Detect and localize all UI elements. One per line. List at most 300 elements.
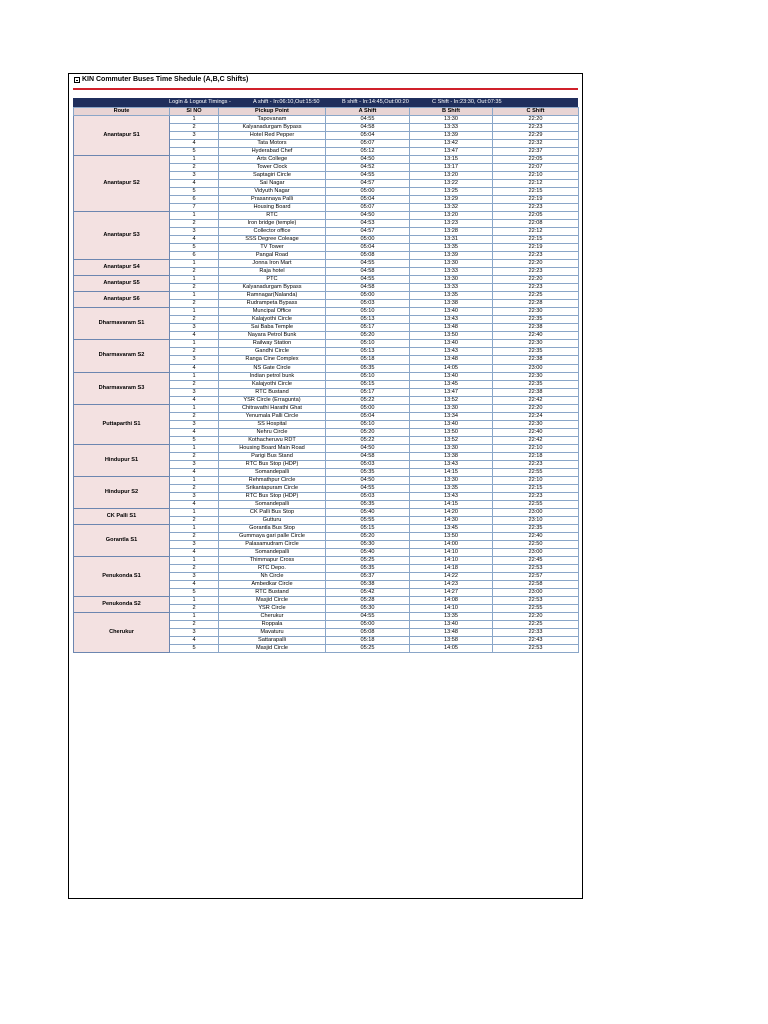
- a-shift-cell: 05:04: [326, 196, 410, 204]
- schedule-body: [74, 116, 579, 653]
- sl-no-cell: 3: [170, 629, 219, 637]
- b-shift-cell: 14:10: [410, 604, 493, 612]
- a-shift-cell: 04:58: [326, 268, 410, 276]
- b-shift-cell: 13:39: [410, 252, 493, 260]
- b-shift-cell: 14:00: [410, 540, 493, 548]
- a-shift-cell: 05:04: [326, 244, 410, 252]
- b-shift-timing: B shift - In:14:45,Out:00:20: [342, 99, 409, 105]
- a-shift-cell: 05:35: [326, 468, 410, 476]
- b-shift-cell: 14:30: [410, 516, 493, 524]
- table-row: [74, 276, 579, 284]
- b-shift-cell: 13:35: [410, 292, 493, 300]
- table-row: [74, 404, 579, 412]
- c-shift-cell: 22:23: [493, 252, 579, 260]
- sl-no-cell: 2: [170, 284, 219, 292]
- b-shift-cell: 14:10: [410, 548, 493, 556]
- pickup-point-cell: Iron bridge (temple): [219, 220, 326, 228]
- a-shift-cell: 04:55: [326, 276, 410, 284]
- schedule-table: [73, 107, 579, 653]
- c-shift-cell: 23:00: [493, 548, 579, 556]
- a-shift-cell: 05:03: [326, 460, 410, 468]
- sl-no-cell: 2: [170, 621, 219, 629]
- sl-no-cell: 2: [170, 300, 219, 308]
- c-shift-cell: 22:35: [493, 524, 579, 532]
- a-shift-cell: 04:55: [326, 260, 410, 268]
- sl-no-cell: 3: [170, 460, 219, 468]
- b-shift-cell: 13:38: [410, 452, 493, 460]
- pickup-point-cell: Housing Board: [219, 204, 326, 212]
- route-name-cell: Anantapur S2: [74, 156, 170, 212]
- pickup-point-cell: Nh Circle: [219, 572, 326, 580]
- b-shift-cell: 13:30: [410, 116, 493, 124]
- pickup-point-cell: SSS Degree Coleage: [219, 236, 326, 244]
- table-row: [74, 260, 579, 268]
- a-shift-cell: 05:10: [326, 420, 410, 428]
- c-shift-cell: 22:10: [493, 444, 579, 452]
- column-header-pickup-point: Pickup Point: [219, 108, 326, 116]
- column-header-route: Route: [74, 108, 170, 116]
- c-shift-cell: 22:45: [493, 556, 579, 564]
- c-shift-cell: 22:35: [493, 348, 579, 356]
- a-shift-cell: 04:50: [326, 444, 410, 452]
- c-shift-cell: 22:28: [493, 300, 579, 308]
- a-shift-cell: 05:04: [326, 132, 410, 140]
- c-shift-cell: 22:30: [493, 420, 579, 428]
- column-header-sl-no: Sl NO: [170, 108, 219, 116]
- c-shift-cell: 22:50: [493, 540, 579, 548]
- pickup-point-cell: Arts College: [219, 156, 326, 164]
- b-shift-cell: 13:32: [410, 204, 493, 212]
- pickup-point-cell: Gutturu: [219, 516, 326, 524]
- a-shift-cell: 05:08: [326, 252, 410, 260]
- sl-no-cell: 5: [170, 436, 219, 444]
- pickup-point-cell: RTC Depo.: [219, 564, 326, 572]
- b-shift-cell: 13:28: [410, 228, 493, 236]
- c-shift-cell: 22:12: [493, 228, 579, 236]
- sl-no-cell: 3: [170, 420, 219, 428]
- pickup-point-cell: Raja hotel: [219, 268, 326, 276]
- c-shift-cell: 22:33: [493, 629, 579, 637]
- c-shift-cell: 22:05: [493, 212, 579, 220]
- b-shift-cell: 13:43: [410, 492, 493, 500]
- c-shift-cell: 22:35: [493, 316, 579, 324]
- c-shift-cell: 22:55: [493, 468, 579, 476]
- c-shift-cell: 22:57: [493, 572, 579, 580]
- pickup-point-cell: Palasamudram Circle: [219, 540, 326, 548]
- c-shift-cell: 22:05: [493, 156, 579, 164]
- c-shift-cell: 22:29: [493, 132, 579, 140]
- table-row: [74, 340, 579, 348]
- pickup-point-cell: RTC: [219, 212, 326, 220]
- column-header-a-shift: A Shift: [326, 108, 410, 116]
- c-shift-cell: 22:58: [493, 580, 579, 588]
- c-shift-cell: 22:23: [493, 460, 579, 468]
- pickup-point-cell: Kalyanadurgam Bypass: [219, 124, 326, 132]
- a-shift-cell: 05:13: [326, 316, 410, 324]
- b-shift-cell: 13:48: [410, 629, 493, 637]
- route-name-cell: Hindupur S2: [74, 476, 170, 508]
- pickup-point-cell: Vidyuth Nagar: [219, 188, 326, 196]
- b-shift-cell: 13:50: [410, 532, 493, 540]
- b-shift-cell: 13:34: [410, 412, 493, 420]
- c-shift-cell: 22:19: [493, 196, 579, 204]
- c-shift-cell: 22:55: [493, 604, 579, 612]
- table-row: [74, 372, 579, 380]
- sl-no-cell: 2: [170, 484, 219, 492]
- a-shift-cell: 05:25: [326, 556, 410, 564]
- a-shift-cell: 04:57: [326, 228, 410, 236]
- sl-no-cell: 4: [170, 468, 219, 476]
- pickup-point-cell: Roppala: [219, 621, 326, 629]
- c-shift-cell: 22:20: [493, 276, 579, 284]
- b-shift-cell: 13:52: [410, 396, 493, 404]
- pickup-point-cell: Ranga Cine Complex: [219, 356, 326, 364]
- c-shift-cell: 22:10: [493, 172, 579, 180]
- a-shift-cell: 04:55: [326, 484, 410, 492]
- a-shift-cell: 04:55: [326, 116, 410, 124]
- sl-no-cell: 3: [170, 540, 219, 548]
- sl-no-cell: 1: [170, 508, 219, 516]
- pickup-point-cell: RTC Bus Stop (HDP): [219, 460, 326, 468]
- a-shift-cell: 05:42: [326, 588, 410, 596]
- a-shift-cell: 05:15: [326, 380, 410, 388]
- c-shift-cell: 22:38: [493, 324, 579, 332]
- pickup-point-cell: Hotel Red Pepper: [219, 132, 326, 140]
- b-shift-cell: 13:35: [410, 612, 493, 620]
- a-shift-cell: 05:20: [326, 428, 410, 436]
- pickup-point-cell: SS Hospital: [219, 420, 326, 428]
- a-shift-cell: 05:04: [326, 412, 410, 420]
- b-shift-cell: 14:18: [410, 564, 493, 572]
- pickup-point-cell: Jonna Iron Mart: [219, 260, 326, 268]
- c-shift-cell: 22:15: [493, 236, 579, 244]
- c-shift-cell: 22:55: [493, 500, 579, 508]
- pickup-point-cell: Rehmathpur Circle: [219, 476, 326, 484]
- pickup-point-cell: Muncipal Office: [219, 308, 326, 316]
- sl-no-cell: 1: [170, 404, 219, 412]
- b-shift-cell: 13:30: [410, 476, 493, 484]
- b-shift-cell: 13:33: [410, 268, 493, 276]
- c-shift-cell: 23:00: [493, 364, 579, 372]
- a-shift-cell: 04:58: [326, 284, 410, 292]
- b-shift-cell: 13:17: [410, 164, 493, 172]
- sl-no-cell: 3: [170, 132, 219, 140]
- b-shift-cell: 13:58: [410, 637, 493, 645]
- a-shift-cell: 05:28: [326, 596, 410, 604]
- c-shift-cell: 22:42: [493, 436, 579, 444]
- b-shift-cell: 13:50: [410, 332, 493, 340]
- a-shift-cell: 05:35: [326, 564, 410, 572]
- b-shift-cell: 13:48: [410, 324, 493, 332]
- pickup-point-cell: Somandepalli: [219, 500, 326, 508]
- sl-no-cell: 5: [170, 188, 219, 196]
- route-name-cell: Anantapur S6: [74, 292, 170, 308]
- pickup-point-cell: Prasannaya Palli: [219, 196, 326, 204]
- pickup-point-cell: Sai Nagar: [219, 180, 326, 188]
- c-shift-cell: 22:12: [493, 180, 579, 188]
- table-row: [74, 556, 579, 564]
- b-shift-cell: 13:33: [410, 284, 493, 292]
- b-shift-cell: 14:08: [410, 596, 493, 604]
- pickup-point-cell: Tata Motors: [219, 140, 326, 148]
- table-row: [74, 524, 579, 532]
- b-shift-cell: 13:45: [410, 380, 493, 388]
- pickup-point-cell: Kalyanadurgam Bypass: [219, 284, 326, 292]
- b-shift-cell: 14:20: [410, 508, 493, 516]
- a-shift-cell: 05:10: [326, 308, 410, 316]
- b-shift-cell: 13:30: [410, 276, 493, 284]
- pickup-point-cell: Masjid Circle: [219, 596, 326, 604]
- b-shift-cell: 13:35: [410, 484, 493, 492]
- route-name-cell: Anantapur S3: [74, 212, 170, 260]
- c-shift-cell: 22:53: [493, 596, 579, 604]
- route-name-cell: Anantapur S4: [74, 260, 170, 276]
- a-shift-cell: 05:17: [326, 324, 410, 332]
- a-shift-cell: 05:55: [326, 516, 410, 524]
- title-underline: [73, 88, 578, 90]
- pickup-point-cell: Kalajyothi Circle: [219, 380, 326, 388]
- b-shift-cell: 14:10: [410, 556, 493, 564]
- a-shift-cell: 04:58: [326, 452, 410, 460]
- a-shift-cell: 05:12: [326, 148, 410, 156]
- pickup-point-cell: Pangal Road: [219, 252, 326, 260]
- sl-no-cell: 2: [170, 124, 219, 132]
- sl-no-cell: 1: [170, 308, 219, 316]
- c-shift-cell: 23:10: [493, 516, 579, 524]
- a-shift-cell: 04:55: [326, 612, 410, 620]
- b-shift-cell: 13:43: [410, 460, 493, 468]
- a-shift-cell: 05:03: [326, 492, 410, 500]
- pickup-point-cell: Yenumala Palli Circle: [219, 412, 326, 420]
- pickup-point-cell: Kothacheruvu RDT: [219, 436, 326, 444]
- table-row: [74, 116, 579, 124]
- pickup-point-cell: Gorantla Bus Stop: [219, 524, 326, 532]
- a-shift-cell: 05:37: [326, 572, 410, 580]
- route-name-cell: Dharmavaram S2: [74, 340, 170, 372]
- a-shift-cell: 05:07: [326, 140, 410, 148]
- a-shift-cell: 05:07: [326, 204, 410, 212]
- a-shift-cell: 05:00: [326, 188, 410, 196]
- c-shift-cell: 22:24: [493, 412, 579, 420]
- sl-no-cell: 1: [170, 444, 219, 452]
- b-shift-cell: 13:43: [410, 316, 493, 324]
- b-shift-cell: 13:40: [410, 340, 493, 348]
- b-shift-cell: 13:40: [410, 420, 493, 428]
- sl-no-cell: 2: [170, 516, 219, 524]
- pickup-point-cell: Srikantapuram Circle: [219, 484, 326, 492]
- b-shift-cell: 13:38: [410, 300, 493, 308]
- sl-no-cell: 2: [170, 316, 219, 324]
- b-shift-cell: 13:48: [410, 356, 493, 364]
- c-shift-cell: 22:53: [493, 645, 579, 653]
- c-shift-cell: 22:30: [493, 308, 579, 316]
- sl-no-cell: 2: [170, 532, 219, 540]
- b-shift-cell: 13:20: [410, 212, 493, 220]
- sl-no-cell: 4: [170, 548, 219, 556]
- c-shift-cell: 22:53: [493, 564, 579, 572]
- sl-no-cell: 4: [170, 428, 219, 436]
- sl-no-cell: 1: [170, 260, 219, 268]
- pickup-point-cell: Tapovanam: [219, 116, 326, 124]
- pickup-point-cell: Parigi Bus Stand: [219, 452, 326, 460]
- collapse-box-icon[interactable]: [74, 77, 80, 83]
- pickup-point-cell: Housing Board Main Road: [219, 444, 326, 452]
- c-shift-cell: 22:30: [493, 372, 579, 380]
- table-row: [74, 612, 579, 620]
- sl-no-cell: 5: [170, 148, 219, 156]
- pickup-point-cell: Thimmapur Cross: [219, 556, 326, 564]
- sl-no-cell: 2: [170, 348, 219, 356]
- pickup-point-cell: Rudrampeta Bypass: [219, 300, 326, 308]
- sl-no-cell: 4: [170, 580, 219, 588]
- b-shift-cell: 13:29: [410, 196, 493, 204]
- pickup-point-cell: Gummaya gari palle Circle: [219, 532, 326, 540]
- a-shift-cell: 05:10: [326, 340, 410, 348]
- pickup-point-cell: Masjid Circle: [219, 645, 326, 653]
- route-name-cell: Penukonda S1: [74, 556, 170, 596]
- a-shift-cell: 05:13: [326, 348, 410, 356]
- a-shift-cell: 05:00: [326, 292, 410, 300]
- b-shift-cell: 13:52: [410, 436, 493, 444]
- sl-no-cell: 1: [170, 116, 219, 124]
- sl-no-cell: 1: [170, 292, 219, 300]
- b-shift-cell: 14:05: [410, 645, 493, 653]
- c-shift-cell: 22:20: [493, 612, 579, 620]
- b-shift-cell: 13:30: [410, 444, 493, 452]
- b-shift-cell: 14:05: [410, 364, 493, 372]
- route-name-cell: Anantapur S1: [74, 116, 170, 156]
- pickup-point-cell: TV Tower: [219, 244, 326, 252]
- c-shift-cell: 22:23: [493, 204, 579, 212]
- c-shift-cell: 22:40: [493, 532, 579, 540]
- b-shift-cell: 13:42: [410, 140, 493, 148]
- table-row: [74, 156, 579, 164]
- table-header-row: [74, 108, 579, 116]
- timings-bar: [73, 98, 578, 107]
- a-shift-cell: 05:10: [326, 372, 410, 380]
- sl-no-cell: 1: [170, 212, 219, 220]
- a-shift-cell: 04:58: [326, 124, 410, 132]
- table-row: [74, 508, 579, 516]
- c-shift-cell: 22:38: [493, 356, 579, 364]
- sl-no-cell: 4: [170, 637, 219, 645]
- sl-no-cell: 1: [170, 156, 219, 164]
- b-shift-cell: 13:47: [410, 148, 493, 156]
- c-shift-cell: 22:23: [493, 284, 579, 292]
- a-shift-cell: 04:57: [326, 180, 410, 188]
- pickup-point-cell: Ramnagar(Nalanda): [219, 292, 326, 300]
- sl-no-cell: 1: [170, 476, 219, 484]
- c-shift-cell: 22:18: [493, 452, 579, 460]
- pickup-point-cell: PTC: [219, 276, 326, 284]
- route-name-cell: Puttaparthi S1: [74, 404, 170, 444]
- pickup-point-cell: RTC Bustand: [219, 388, 326, 396]
- a-shift-cell: 05:40: [326, 548, 410, 556]
- pickup-point-cell: CK Palli Bus Stop: [219, 508, 326, 516]
- timings-label: Login & Logout Timings -: [169, 99, 231, 105]
- column-header-b-shift: B Shift: [410, 108, 493, 116]
- c-shift-cell: 22:15: [493, 188, 579, 196]
- c-shift-cell: 22:38: [493, 388, 579, 396]
- a-shift-cell: 05:00: [326, 621, 410, 629]
- pickup-point-cell: Saptagiri Circle: [219, 172, 326, 180]
- sl-no-cell: 5: [170, 645, 219, 653]
- pickup-point-cell: Collector office: [219, 228, 326, 236]
- c-shift-cell: 22:40: [493, 332, 579, 340]
- c-shift-cell: 22:20: [493, 404, 579, 412]
- pickup-point-cell: Sai Baba Temple: [219, 324, 326, 332]
- sl-no-cell: 1: [170, 524, 219, 532]
- sl-no-cell: 4: [170, 364, 219, 372]
- b-shift-cell: 13:39: [410, 132, 493, 140]
- a-shift-cell: 05:15: [326, 524, 410, 532]
- b-shift-cell: 13:50: [410, 428, 493, 436]
- b-shift-cell: 13:40: [410, 308, 493, 316]
- pickup-point-cell: Nehru Circle: [219, 428, 326, 436]
- a-shift-cell: 04:55: [326, 172, 410, 180]
- sl-no-cell: 1: [170, 596, 219, 604]
- pickup-point-cell: Hyderabad Chef: [219, 148, 326, 156]
- c-shift-cell: 22:25: [493, 621, 579, 629]
- sl-no-cell: 2: [170, 220, 219, 228]
- document-title-row: [74, 76, 248, 83]
- route-name-cell: Gorantla S1: [74, 524, 170, 556]
- a-shift-timing: A shift - In:06:10,Out:15:50: [253, 99, 320, 105]
- c-shift-cell: 22:08: [493, 220, 579, 228]
- column-header-c-shift: C Shift: [493, 108, 579, 116]
- a-shift-cell: 05:25: [326, 645, 410, 653]
- b-shift-cell: 13:35: [410, 244, 493, 252]
- c-shift-cell: 22:40: [493, 428, 579, 436]
- table-row: [74, 476, 579, 484]
- pickup-point-cell: Somandepalli: [219, 548, 326, 556]
- pickup-point-cell: RTC Bustand: [219, 588, 326, 596]
- sl-no-cell: 2: [170, 268, 219, 276]
- a-shift-cell: 04:52: [326, 164, 410, 172]
- c-shift-cell: 22:25: [493, 292, 579, 300]
- b-shift-cell: 13:30: [410, 260, 493, 268]
- b-shift-cell: 13:25: [410, 188, 493, 196]
- c-shift-cell: 23:00: [493, 508, 579, 516]
- sl-no-cell: 1: [170, 612, 219, 620]
- sl-no-cell: 3: [170, 492, 219, 500]
- route-name-cell: CK Palli S1: [74, 508, 170, 524]
- sl-no-cell: 4: [170, 500, 219, 508]
- sl-no-cell: 5: [170, 244, 219, 252]
- sl-no-cell: 3: [170, 172, 219, 180]
- a-shift-cell: 05:38: [326, 580, 410, 588]
- a-shift-cell: 04:50: [326, 476, 410, 484]
- c-shift-cell: 22:35: [493, 380, 579, 388]
- sl-no-cell: 2: [170, 604, 219, 612]
- pickup-point-cell: Cherukur: [219, 612, 326, 620]
- a-shift-cell: 05:17: [326, 388, 410, 396]
- b-shift-cell: 13:20: [410, 172, 493, 180]
- table-row: [74, 444, 579, 452]
- sl-no-cell: 1: [170, 372, 219, 380]
- c-shift-cell: 22:19: [493, 244, 579, 252]
- sl-no-cell: 7: [170, 204, 219, 212]
- sl-no-cell: 2: [170, 452, 219, 460]
- b-shift-cell: 13:31: [410, 236, 493, 244]
- a-shift-cell: 05:30: [326, 604, 410, 612]
- table-row: [74, 292, 579, 300]
- sl-no-cell: 3: [170, 356, 219, 364]
- route-name-cell: Hindupur S1: [74, 444, 170, 476]
- b-shift-cell: 13:30: [410, 404, 493, 412]
- c-shift-cell: 22:20: [493, 260, 579, 268]
- route-name-cell: Dharmavaram S1: [74, 308, 170, 340]
